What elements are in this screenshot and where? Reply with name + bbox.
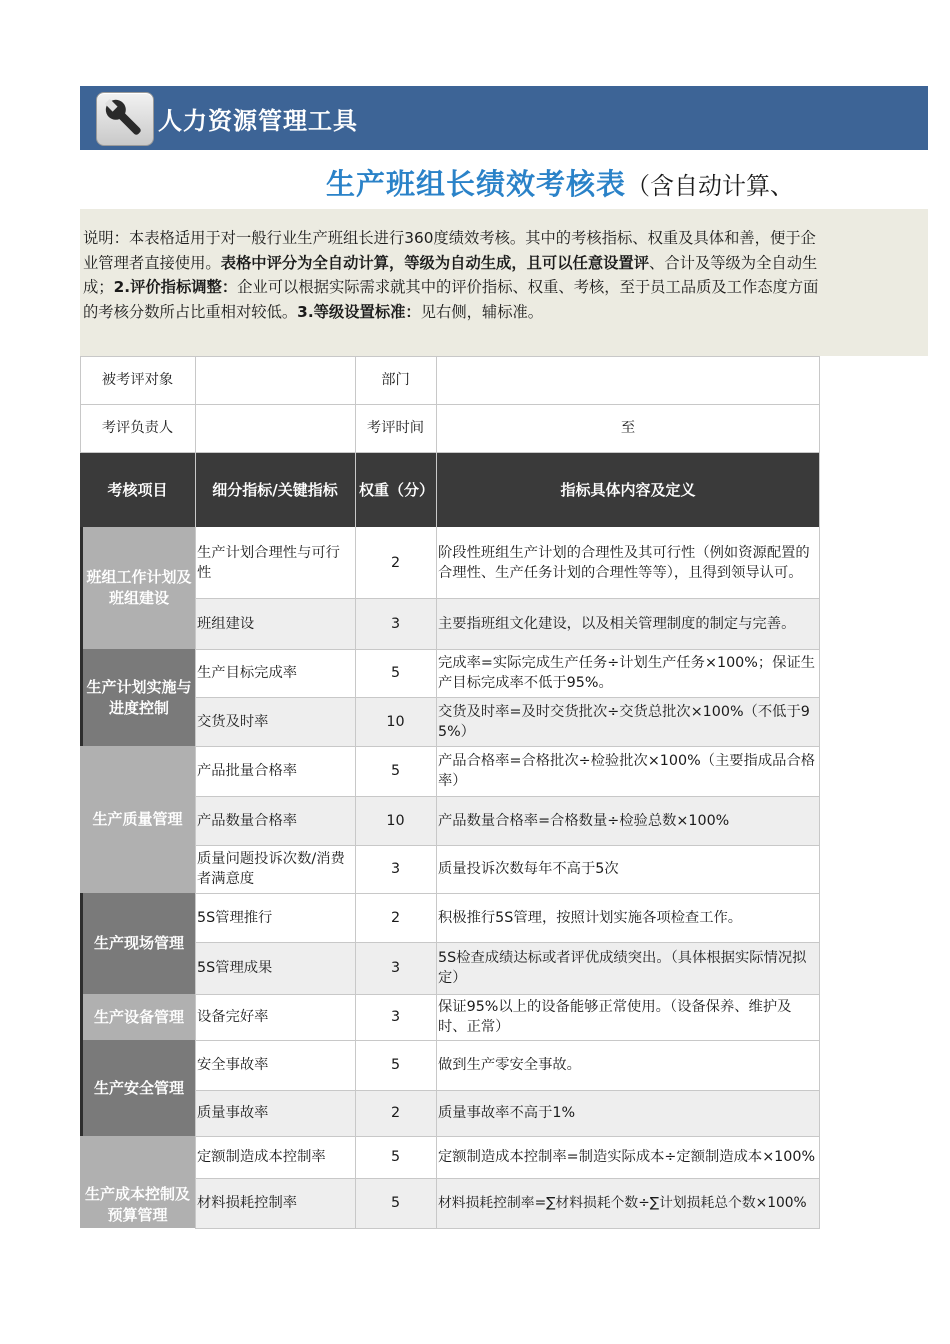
indicator-cell: 生产计划合理性与可行性 xyxy=(197,544,340,581)
description-bold-1: 表格中评分为全自动计算，等级为自动生成，且可以任意设置评 xyxy=(220,253,650,272)
indicator-cell: 5S管理成果 xyxy=(197,960,273,976)
definition-cell: 产品合格率=合格批次÷检验批次×100%（主要指成品合格率） xyxy=(438,753,816,789)
description-text xyxy=(83,226,820,350)
indicator-cell: 生产目标完成率 xyxy=(197,665,298,681)
category-team-planning: 班组工作计划及班组建设 xyxy=(80,527,195,649)
definition-cell: 定额制造成本控制率=制造实际成本÷定额制造成本×100% xyxy=(438,1149,816,1165)
manager-input[interactable] xyxy=(195,404,355,452)
definition-cell: 产品数量合格率=合格数量÷检验总数×100% xyxy=(438,812,730,829)
header-definition: 指标具体内容及定义 xyxy=(560,480,696,499)
indicator-cell: 安全事故率 xyxy=(197,1057,269,1073)
indicator-cell: 质量问题投诉次数/消费者满意度 xyxy=(197,851,345,887)
weight-cell: 2 xyxy=(390,1105,401,1121)
weight-cell: 10 xyxy=(386,713,405,730)
wrench-icon xyxy=(96,92,154,146)
indicator-cell: 质量事故率 xyxy=(197,1105,269,1121)
weight-cell: 2 xyxy=(390,909,401,926)
indicator-cell: 5S管理推行 xyxy=(197,909,273,926)
banner-title: 人力资源管理工具 xyxy=(158,107,358,135)
description-part-2: 、合计及等级为全自动生成； xyxy=(83,253,818,296)
description-part-1: 说明：本表格适用于对一般行业生产班组长进行360度绩效考核。其中的考核指标、权重及具体和善，便于企业管理者直接使用。 xyxy=(83,229,816,272)
category-equipment: 生产设备管理 xyxy=(80,994,195,1040)
weight-cell: 5 xyxy=(390,1195,401,1211)
weight-cell: 3 xyxy=(390,1009,401,1025)
category-quality: 生产质量管理 xyxy=(80,746,195,893)
weight-cell: 10 xyxy=(386,812,405,829)
indicator-cell: 产品批量合格率 xyxy=(197,763,298,779)
definition-cell: 交货及时率=及时交货批次÷交货总批次×100%（不低于95%） xyxy=(438,703,810,740)
grid-line xyxy=(80,452,820,453)
target-label: 被考评对象 xyxy=(101,372,174,388)
definition-cell: 质量事故率不高于1% xyxy=(438,1105,576,1121)
dept-input[interactable] xyxy=(436,356,820,404)
header-indicator: 细分指标/关键指标 xyxy=(212,480,338,499)
definition-cell: 5S检查成绩达标或者评优成绩突出。（具体根据实际情况拟定） xyxy=(438,950,807,986)
category-safety: 生产安全管理 xyxy=(80,1040,195,1136)
manager-label: 考评负责人 xyxy=(101,420,174,436)
category-schedule-control: 生产计划实施与进度控制 xyxy=(80,649,195,746)
dept-label: 部门 xyxy=(381,372,410,388)
grid-line xyxy=(195,1228,820,1229)
time-label: 考评时间 xyxy=(366,420,425,436)
description-part-3: 企业可以根据实际需求就其中的评价指标、权重、考核，至于员工品质及工作态度方面的考核分数所占比重相对较低。 xyxy=(83,278,819,321)
definition-cell: 材料损耗控制率=∑材料损耗个数÷∑计划损耗总个数×100% xyxy=(438,1195,807,1211)
weight-cell: 2 xyxy=(390,554,401,571)
weight-cell: 5 xyxy=(390,1057,401,1073)
indicator-cell: 设备完好率 xyxy=(197,1009,269,1025)
category-cost-control: 生产成本控制及预算管理 xyxy=(80,1136,195,1228)
indicator-cell: 班组建设 xyxy=(197,615,255,632)
definition-cell: 主要指班组文化建设，以及相关管理制度的制定与完善。 xyxy=(438,615,796,632)
indicator-cell: 交货及时率 xyxy=(197,713,269,730)
indicator-cell: 定额制造成本控制率 xyxy=(197,1149,326,1165)
header-weight: 权重（分） xyxy=(359,480,435,499)
definition-cell: 阶段性班组生产计划的合理性及其可行性（例如资源配置的合理性、生产任务计划的合理性等等），且得到领导认可。 xyxy=(438,544,810,581)
time-value[interactable]: 至 xyxy=(620,420,636,436)
weight-cell: 5 xyxy=(390,763,401,779)
page-title-main: 生产班组长绩效考核表 xyxy=(326,167,627,201)
indicator-cell: 材料损耗控制率 xyxy=(197,1195,298,1211)
weight-cell: 3 xyxy=(390,615,401,632)
definition-cell: 质量投诉次数每年不高于5次 xyxy=(438,861,619,877)
description-part-4: 见右侧，辅标准。 xyxy=(420,302,544,321)
definition-cell: 积极推行5S管理，按照计划实施各项检查工作。 xyxy=(438,909,743,926)
header-category: 考核项目 xyxy=(107,480,168,499)
target-input[interactable] xyxy=(195,356,355,404)
description-bold-2: 2.评价指标调整： xyxy=(113,278,238,296)
description-bold-3: 3.等级设置标准： xyxy=(297,302,421,321)
weight-cell: 5 xyxy=(390,665,401,681)
indicator-cell: 产品数量合格率 xyxy=(197,812,298,829)
page-title-sub: （含自动计算、 xyxy=(626,172,795,200)
category-site-management: 生产现场管理 xyxy=(80,893,195,994)
definition-cell: 完成率=实际完成生产任务÷计划生产任务×100%；保证生产目标完成率不低于95%。 xyxy=(438,655,816,691)
page-title xyxy=(326,162,794,203)
definition-cell: 做到生产零安全事故。 xyxy=(438,1057,581,1073)
weight-cell: 3 xyxy=(390,960,401,976)
weight-cell: 5 xyxy=(390,1149,401,1165)
definition-cell: 保证95%以上的设备能够正常使用。（设备保养、维护及时、正常） xyxy=(438,999,792,1035)
weight-cell: 3 xyxy=(390,861,401,877)
